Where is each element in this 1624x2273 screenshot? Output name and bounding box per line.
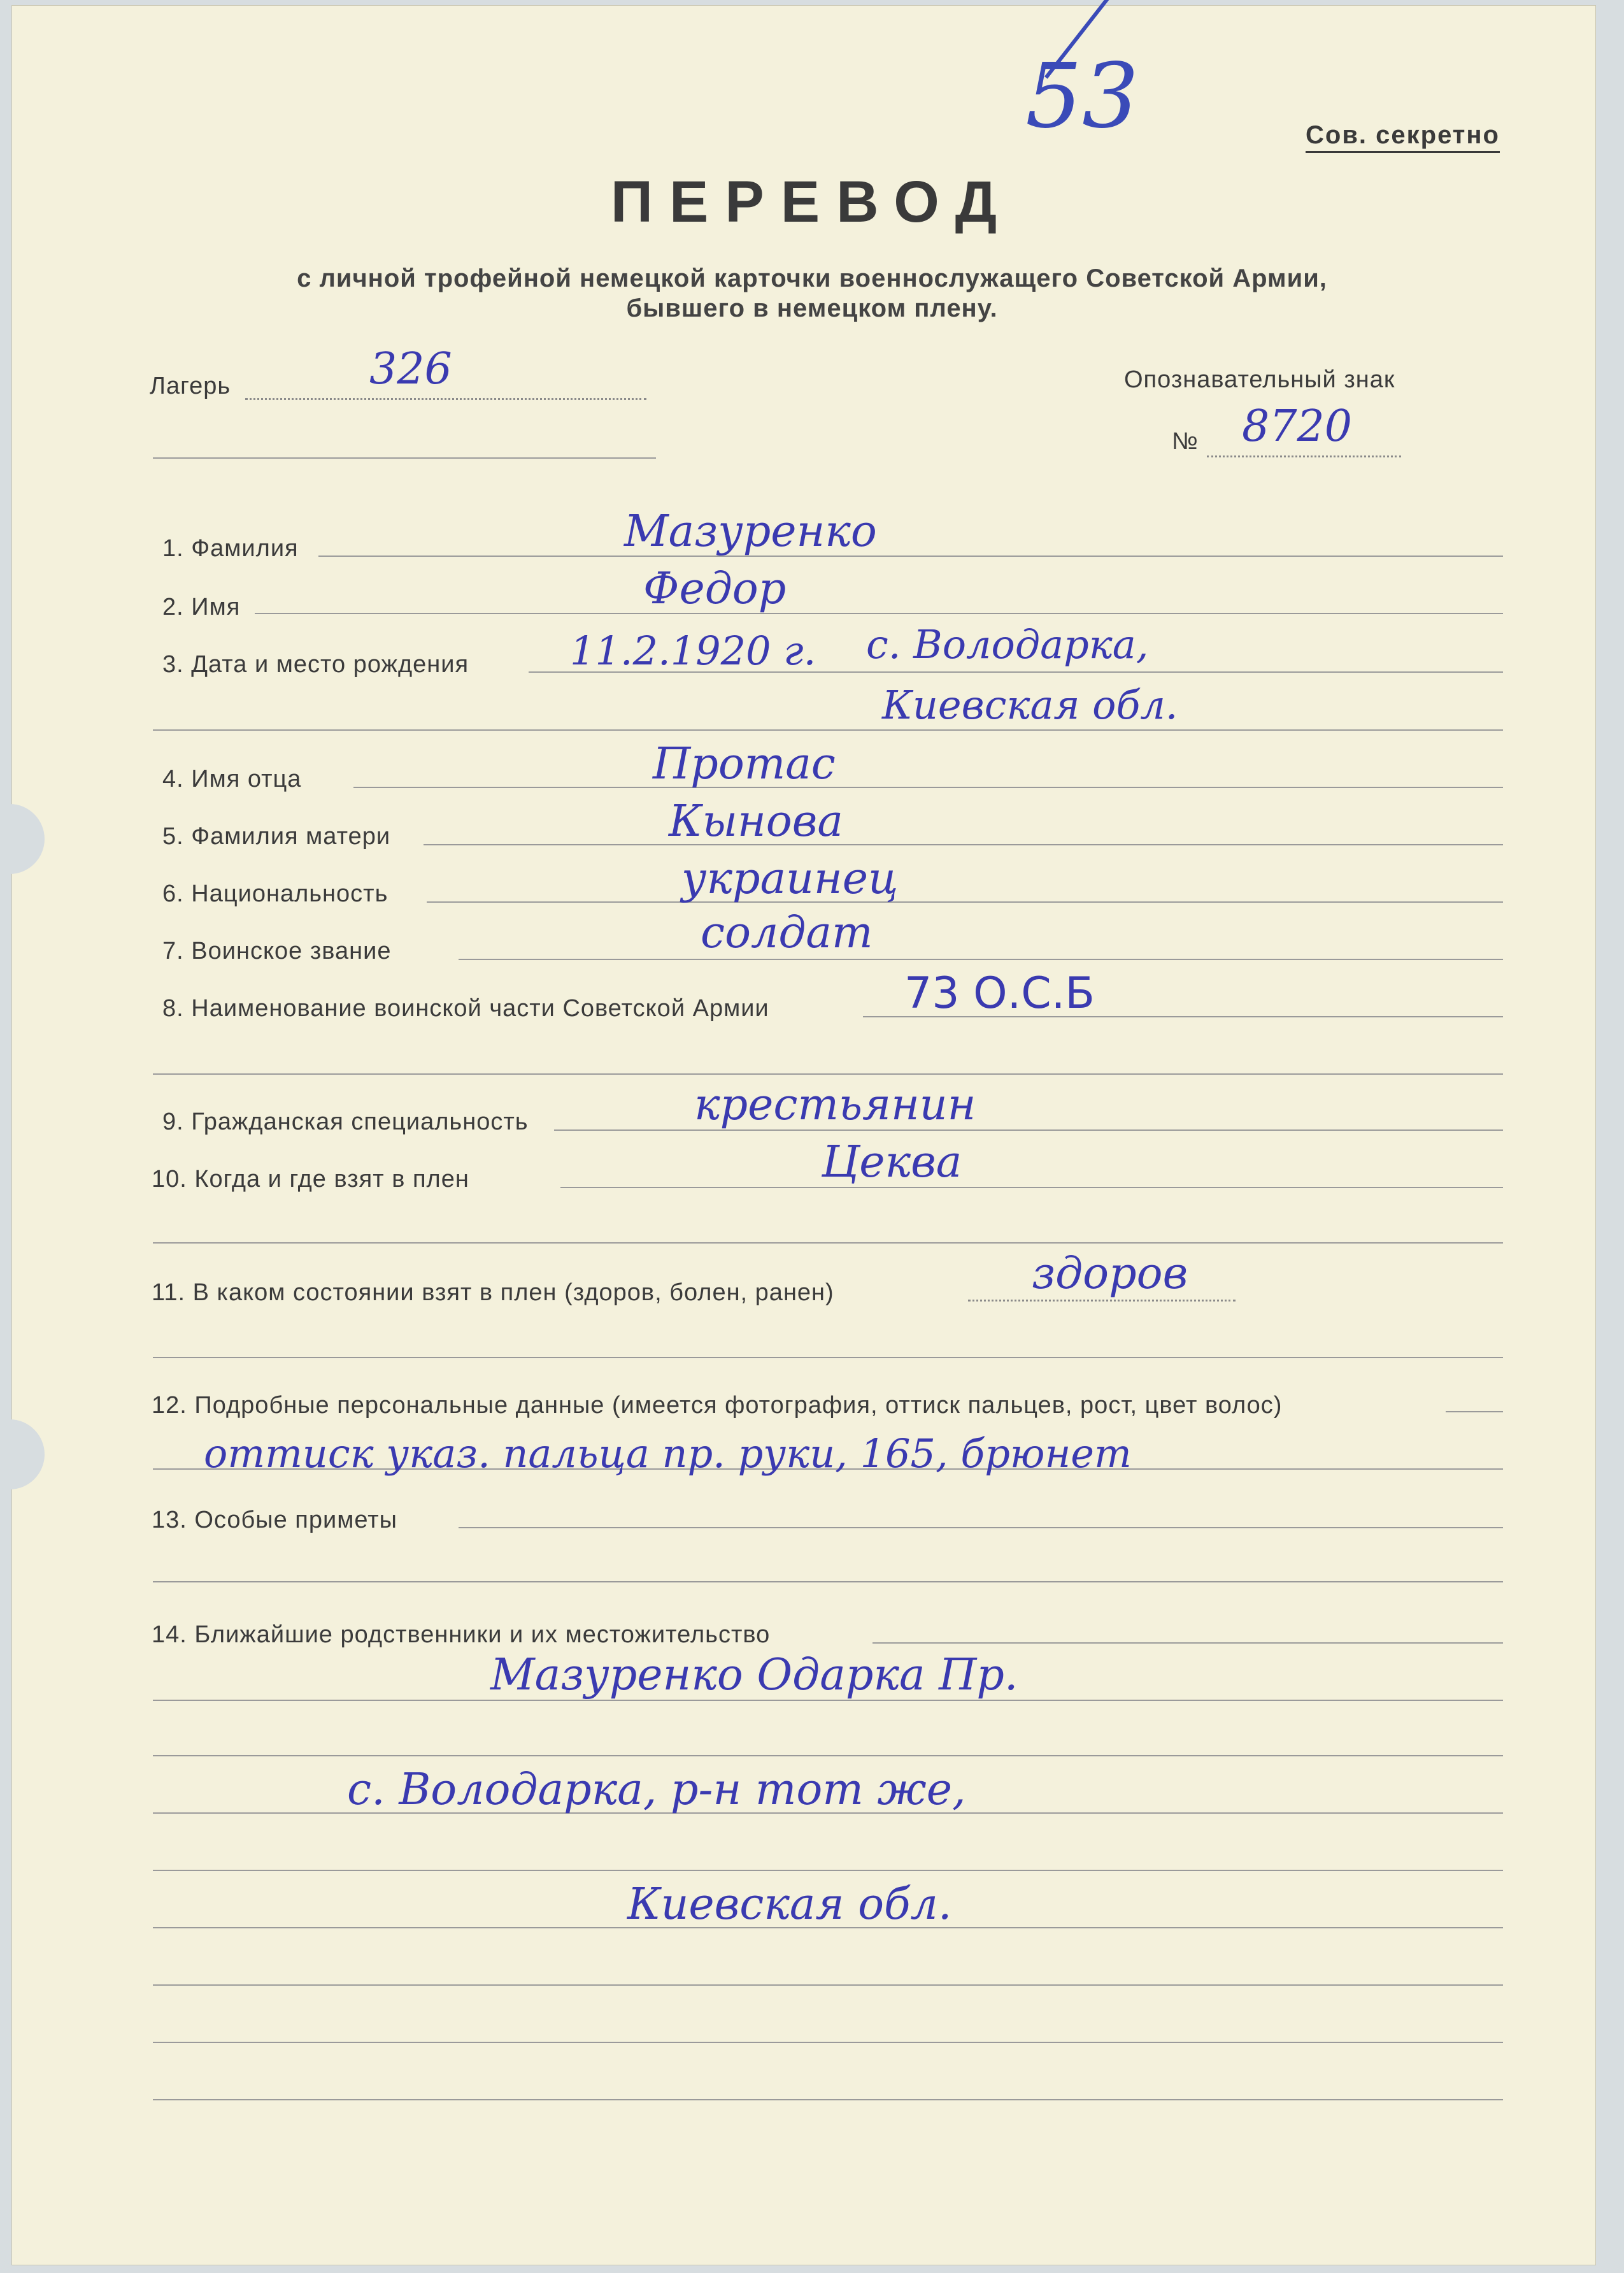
field-13-label: 13. Особые приметы bbox=[152, 1507, 397, 1533]
field-14-line-3 bbox=[153, 1755, 1503, 1756]
field-6-line bbox=[427, 901, 1503, 903]
field-6-label: 6. Национальность bbox=[162, 880, 388, 907]
field-10-line bbox=[560, 1187, 1503, 1188]
field-2-label: 2. Имя bbox=[162, 594, 241, 620]
field-12-value: оттиск указ. пальца пр. руки, 165, брюнет bbox=[204, 1430, 1132, 1477]
field-12-line bbox=[1446, 1411, 1503, 1412]
field-3-line-2 bbox=[153, 729, 1503, 731]
field-2-value: Федор bbox=[643, 564, 787, 614]
document-title: ПЕРЕВОД bbox=[610, 169, 1014, 234]
field-8-label: 8. Наименование воинской части Советской Армии bbox=[162, 995, 769, 1022]
field-14-value-name: Мазуренко Одарка Пр. bbox=[490, 1650, 1018, 1700]
document-subtitle-line2: бывшего в немецком плену. bbox=[626, 294, 998, 322]
field-11-line-2 bbox=[153, 1357, 1503, 1358]
field-14-value-village: с. Володарка, р-н тот же, bbox=[347, 1765, 966, 1815]
id-mark-value: 8720 bbox=[1242, 401, 1353, 452]
id-number-sign: № bbox=[1172, 428, 1199, 455]
field-14-line-5 bbox=[153, 1870, 1503, 1871]
field-4-line bbox=[353, 787, 1503, 788]
field-3-value-region: Киевская обл. bbox=[882, 682, 1178, 728]
field-14-line-8 bbox=[153, 2042, 1503, 2043]
field-1-line bbox=[318, 556, 1503, 557]
field-14-label: 14. Ближайшие родственники и их местожительство bbox=[152, 1621, 771, 1648]
field-1-value: Мазуренко bbox=[624, 506, 877, 557]
field-12-label: 12. Подробные персональные данные (имеется фотография, оттиск пальцев, рост, цвет волос) bbox=[152, 1392, 1283, 1419]
field-13-line bbox=[459, 1527, 1503, 1528]
field-3-value-place: с. Володарка, bbox=[866, 621, 1149, 668]
field-7-label: 7. Воинское звание bbox=[162, 938, 392, 964]
field-14-line-9 bbox=[153, 2099, 1503, 2100]
field-14-line-7 bbox=[153, 1984, 1503, 1986]
camp-value: 326 bbox=[369, 344, 452, 394]
field-10-line-2 bbox=[153, 1242, 1503, 1244]
field-3-label: 3. Дата и место рождения bbox=[162, 651, 469, 678]
field-7-line bbox=[459, 959, 1503, 960]
field-2-line bbox=[255, 613, 1503, 614]
camp-second-line bbox=[153, 457, 656, 459]
field-9-value: крестьянин bbox=[694, 1080, 976, 1130]
field-13-line-2 bbox=[153, 1581, 1503, 1582]
field-8-value: 73 О.С.Б bbox=[904, 968, 1095, 1019]
field-8-line-2 bbox=[153, 1073, 1503, 1075]
classification-stamp: Сов. секретно bbox=[1306, 121, 1500, 153]
field-14-line bbox=[873, 1642, 1503, 1644]
page-number-handwritten: 53 bbox=[1025, 45, 1139, 148]
id-mark-underline bbox=[1207, 455, 1401, 457]
field-11-value: здоров bbox=[1032, 1249, 1188, 1299]
camp-label: Лагерь bbox=[150, 373, 231, 399]
field-4-value: Протас bbox=[653, 739, 836, 789]
field-11-underline bbox=[968, 1300, 1236, 1301]
field-10-label: 10. Когда и где взят в плен bbox=[152, 1166, 469, 1193]
field-10-value: Цеква bbox=[822, 1137, 962, 1187]
document-subtitle-line1: с личной трофейной немецкой карточки военнослужащего Советской Армии, bbox=[297, 264, 1327, 292]
id-mark-label: Опознавательный знак bbox=[1124, 366, 1395, 393]
field-14-value-region: Киевская обл. bbox=[627, 1879, 952, 1930]
field-9-label: 9. Гражданская специальность bbox=[162, 1108, 529, 1135]
camp-underline bbox=[245, 398, 646, 400]
field-6-value: украинец bbox=[681, 854, 899, 904]
field-5-label: 5. Фамилия матери bbox=[162, 823, 391, 850]
field-1-label: 1. Фамилия bbox=[162, 535, 299, 562]
field-11-label: 11. В каком состоянии взят в плен (здоров, болен, ранен) bbox=[152, 1279, 834, 1306]
field-7-value: солдат bbox=[701, 908, 873, 958]
field-4-label: 4. Имя отца bbox=[162, 766, 302, 792]
field-3-value-date: 11.2.1920 г. bbox=[570, 627, 816, 674]
field-5-line bbox=[424, 844, 1503, 845]
field-5-value: Кынова bbox=[669, 796, 843, 847]
